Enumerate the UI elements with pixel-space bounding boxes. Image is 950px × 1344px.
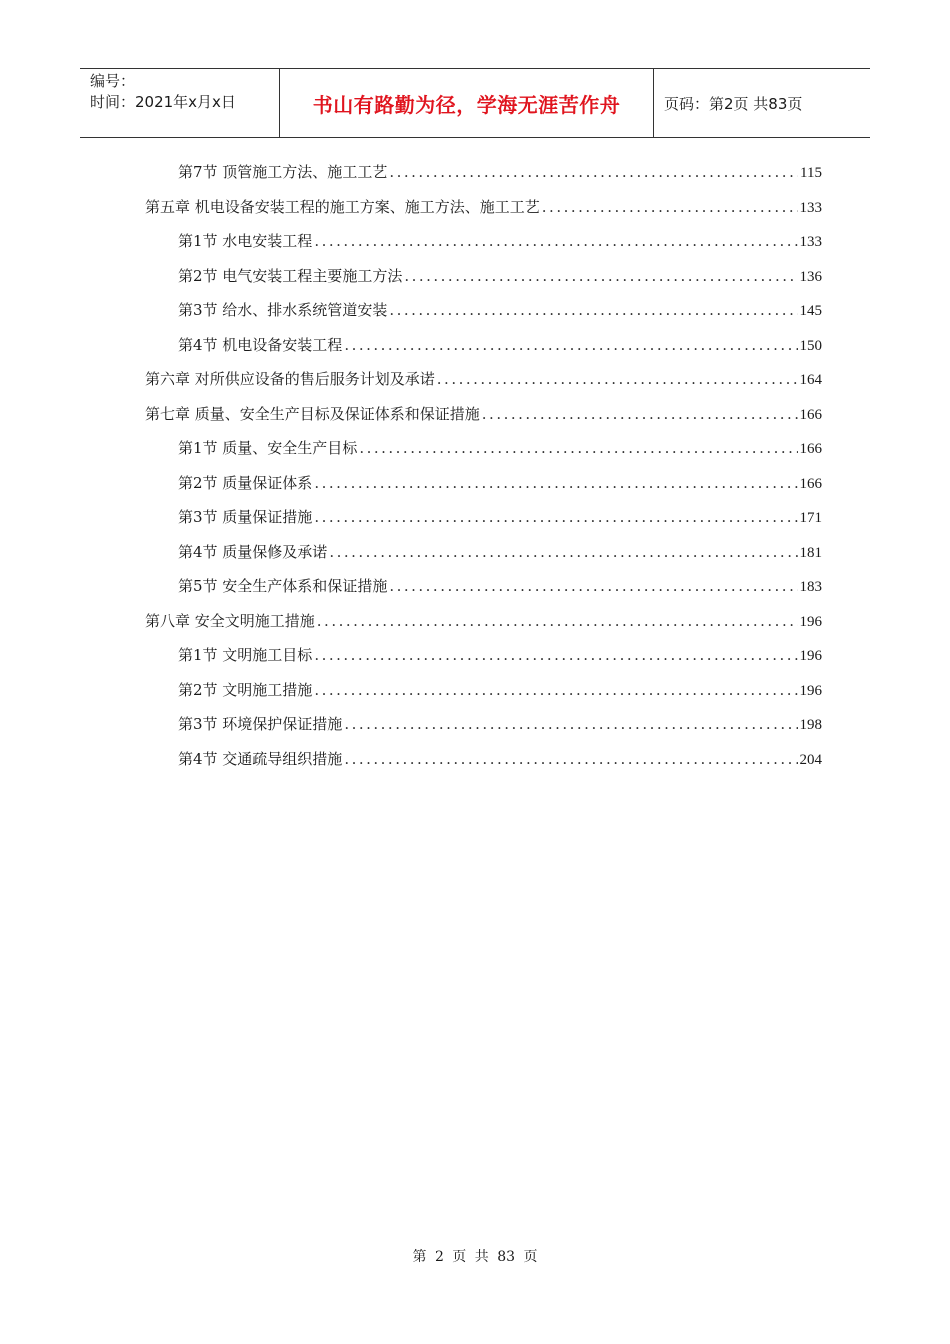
document-code-label: 编号： — [90, 72, 136, 90]
toc-dot-leader — [389, 569, 797, 604]
toc-dot-leader — [314, 638, 797, 673]
table-of-contents — [145, 155, 822, 776]
toc-section-entry[interactable] — [145, 535, 822, 570]
toc-dot-leader — [314, 673, 797, 708]
toc-entry-page-number: 136 — [799, 268, 822, 285]
toc-dot-leader — [314, 224, 797, 259]
toc-dot-leader — [389, 155, 798, 190]
toc-dot-leader — [359, 431, 797, 466]
toc-section-entry[interactable] — [145, 293, 822, 328]
page-footer: 第 2 页 共 83 页 — [412, 1249, 538, 1265]
toc-entry-title: 第1节 文明施工目标 — [178, 646, 313, 664]
toc-entry-page-number: 164 — [799, 372, 822, 388]
toc-entry-title: 第1节 质量、安全生产目标 — [178, 439, 358, 457]
toc-dot-leader — [482, 397, 798, 432]
toc-entry-title: 第2节 电气安装工程主要施工方法 — [178, 266, 403, 285]
header-motto: 书山有路勤为径，学海无涯苦作舟 — [280, 69, 654, 137]
toc-entry-title: 第八章 安全文明施工措施 — [145, 611, 315, 630]
toc-dot-leader — [542, 190, 798, 225]
toc-dot-leader — [329, 535, 797, 570]
toc-section-entry[interactable] — [145, 500, 822, 535]
toc-dot-leader — [344, 742, 797, 777]
toc-section-entry[interactable] — [145, 466, 822, 501]
toc-section-entry[interactable] — [145, 707, 822, 742]
toc-entry-title: 第3节 环境保护保证措施 — [178, 715, 343, 733]
toc-dot-leader — [344, 328, 797, 363]
toc-section-entry[interactable] — [145, 155, 822, 190]
toc-entry-page-number: 166 — [799, 406, 822, 423]
toc-entry-title: 第五章 机电设备安装工程的施工方案、施工方法、施工工艺 — [145, 197, 540, 216]
toc-dot-leader — [314, 466, 797, 501]
document-date: 时间：2021年x月x日 — [90, 93, 236, 111]
toc-section-entry[interactable] — [145, 259, 822, 294]
toc-chapter-entry[interactable] — [145, 190, 822, 225]
toc-section-entry[interactable] — [145, 673, 822, 708]
toc-entry-title: 第2节 文明施工措施 — [178, 680, 313, 699]
toc-entry-title: 第六章 对所供应设备的售后服务计划及承诺 — [145, 370, 435, 388]
toc-section-entry[interactable] — [145, 742, 822, 777]
toc-entry-title: 第7节 顶管施工方法、施工工艺 — [178, 163, 388, 181]
toc-section-entry[interactable] — [145, 328, 822, 363]
toc-entry-title: 第七章 质量、安全生产目标及保证体系和保证措施 — [145, 404, 480, 423]
toc-entry-page-number: 145 — [799, 303, 822, 319]
toc-dot-leader — [314, 500, 797, 535]
toc-entry-page-number: 115 — [800, 165, 822, 181]
toc-section-entry[interactable] — [145, 638, 822, 673]
toc-chapter-entry[interactable] — [145, 604, 822, 639]
toc-entry-page-number: 133 — [799, 199, 822, 216]
toc-entry-page-number: 196 — [799, 648, 822, 664]
toc-section-entry[interactable] — [145, 569, 822, 604]
toc-entry-page-number: 198 — [799, 717, 822, 733]
toc-entry-page-number: 166 — [799, 475, 822, 492]
toc-dot-leader — [344, 707, 797, 742]
toc-dot-leader — [317, 604, 798, 639]
toc-entry-title: 第4节 交通疏导组织措施 — [178, 749, 343, 768]
header-meta — [80, 69, 280, 137]
toc-entry-title: 第4节 质量保修及承诺 — [178, 542, 328, 561]
toc-dot-leader — [389, 293, 797, 328]
toc-entry-page-number: 171 — [799, 510, 822, 526]
toc-entry-page-number: 196 — [799, 613, 822, 630]
page-header — [80, 68, 870, 138]
toc-entry-page-number: 166 — [799, 441, 822, 457]
toc-section-entry[interactable] — [145, 431, 822, 466]
toc-entry-title: 第3节 给水、排水系统管道安装 — [178, 301, 388, 319]
header-page-info: 页码：第2页 共83页 — [664, 94, 803, 113]
toc-entry-page-number: 181 — [799, 544, 822, 561]
toc-section-entry[interactable] — [145, 224, 822, 259]
toc-entry-title: 第5节 安全生产体系和保证措施 — [178, 577, 388, 595]
toc-dot-leader — [404, 259, 797, 294]
toc-entry-title: 第2节 质量保证体系 — [178, 473, 313, 492]
toc-entry-title: 第4节 机电设备安装工程 — [178, 335, 343, 354]
toc-entry-title: 第3节 质量保证措施 — [178, 508, 313, 526]
toc-chapter-entry[interactable] — [145, 362, 822, 397]
toc-entry-page-number: 150 — [799, 337, 822, 354]
toc-dot-leader — [437, 362, 798, 397]
toc-entry-title: 第1节 水电安装工程 — [178, 232, 313, 250]
toc-entry-page-number: 196 — [799, 682, 822, 699]
toc-entry-page-number: 133 — [799, 234, 822, 250]
toc-chapter-entry[interactable] — [145, 397, 822, 432]
toc-entry-page-number: 204 — [799, 751, 822, 768]
toc-entry-page-number: 183 — [799, 579, 822, 595]
